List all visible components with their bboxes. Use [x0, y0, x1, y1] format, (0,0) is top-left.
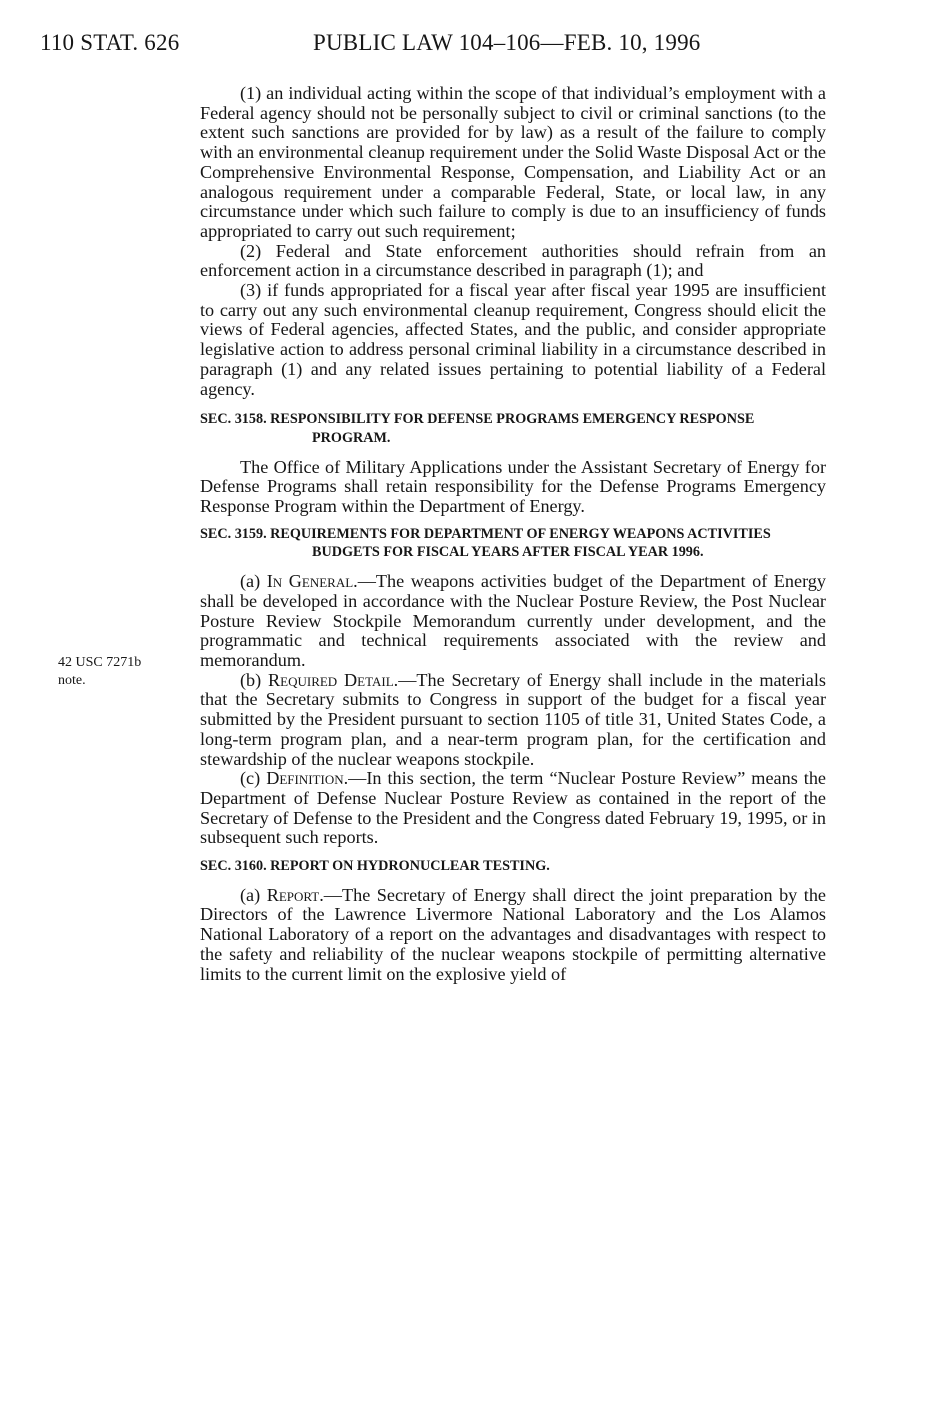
subsection-3159-b [200, 671, 826, 770]
subsection-heading: Report [266, 884, 320, 905]
subsection-heading: Definition [266, 768, 344, 789]
subsection-label: (a) [240, 571, 267, 592]
subsection-heading: In General [266, 571, 354, 592]
paragraph-1: (1) an individual acting within the scope of that individual’s employment with a Federal agency should not be personally subject to civil or criminal sanctions (to the extent such sanctions are provided for by law) as a result of the failure to comply with an environmental cleanup requirement under the Solid Waste Disposal Act or the Comprehensive Environmental Response, Compensation, and Liability Act or an analogous requirement under a comparable Federal, State, or local law, in any circumstance under which such failure to comply is due to an insufficiency of funds appropriated to carry out such requirement; [200, 83, 826, 241]
subsection-label: (c) [240, 768, 267, 789]
margin-citation-note [58, 654, 141, 690]
running-title: PUBLIC LAW 104–106—FEB. 10, 1996 [313, 30, 701, 55]
subsection-label: (b) [240, 669, 269, 690]
document-body [200, 84, 826, 984]
subsection-3160-a [200, 886, 826, 985]
paragraph-2: (2) Federal and State enforcement authorities should refrain from an enforcement action in a circumstance described in paragraph (1); and [200, 240, 826, 281]
subsection-3159-c [200, 769, 826, 848]
subsection-heading: Required Detail [268, 669, 394, 690]
subsection-text: .—The Secretary of Energy shall include in the materials that the Secretary submits to Congress in support of the budget for a fiscal year submitted by the President pursuant to section 1105 of title 31, United States Code, a long-term program plan, and a near-term program plan, for the certification and stewardship of the nuclear weapons stockpile. [200, 669, 826, 769]
subsection-text: .—The Secretary of Energy shall direct the joint preparation by the Directors of the Lawrence Livermore National Laboratory and the Los Alamos National Laboratory of a report on the advantages and disadvantages with respect to the safety and reliability of the nuclear weapons stockpile of permitting alternative limits to the current limit on the explosive yield of [200, 884, 827, 984]
subsection-label: (a) [240, 884, 267, 905]
subsection-text: .—In this section, the term “Nuclear Posture Review” means the Department of Defense Nuclear Posture Review as contained in the report of the Secretary of Defense to the President and the Congress dated February 19, 1995, or in subsequent such reports. [200, 768, 826, 848]
paragraph-3: (3) if funds appropriated for a fiscal year after fiscal year 1995 are insufficient to carry out any such environmental cleanup requirement, Congress should elicit the views of Federal agencies, affected States, and the public, and consider appropriate legislative action to address personal criminal liability in a circumstance described in paragraph (1) and any related issues pertaining to potential liability of a Federal agency. [200, 280, 826, 399]
margin-citation-suffix: note. [58, 673, 86, 688]
subsection-3159-a [200, 572, 826, 671]
section-heading-3160: SEC. 3160. REPORT ON HYDRONUCLEAR TESTING. [200, 858, 550, 875]
section-heading-3158: SEC. 3158. RESPONSIBILITY FOR DEFENSE PROGRAMS EMERGENCY RESPONSE PROGRAM. [200, 411, 755, 446]
page-reference: 110 STAT. 626 [40, 30, 180, 55]
section-3158-text: The Office of Military Applications under the Assistant Secretary of Energy for Defense Programs shall retain responsibility for the Defense Programs Emergency Response Program within the Department of Energy. [200, 456, 826, 517]
subsection-text: .—The weapons activities budget of the Department of Energy shall be developed in accordance with the Nuclear Posture Review, the Post Nuclear Posture Review Stockpile Memorandum currently under development, and the programmatic and technical requirements associated with the review and memorandum. [200, 571, 826, 670]
margin-citation: 42 USC 7271b [58, 655, 142, 670]
section-heading-3159: SEC. 3159. REQUIREMENTS FOR DEPARTMENT OF ENERGY WEAPONS ACTIVITIES BUDGETS FOR FISCAL YEARS AFTER FISCAL YEAR 1996. [200, 525, 771, 561]
